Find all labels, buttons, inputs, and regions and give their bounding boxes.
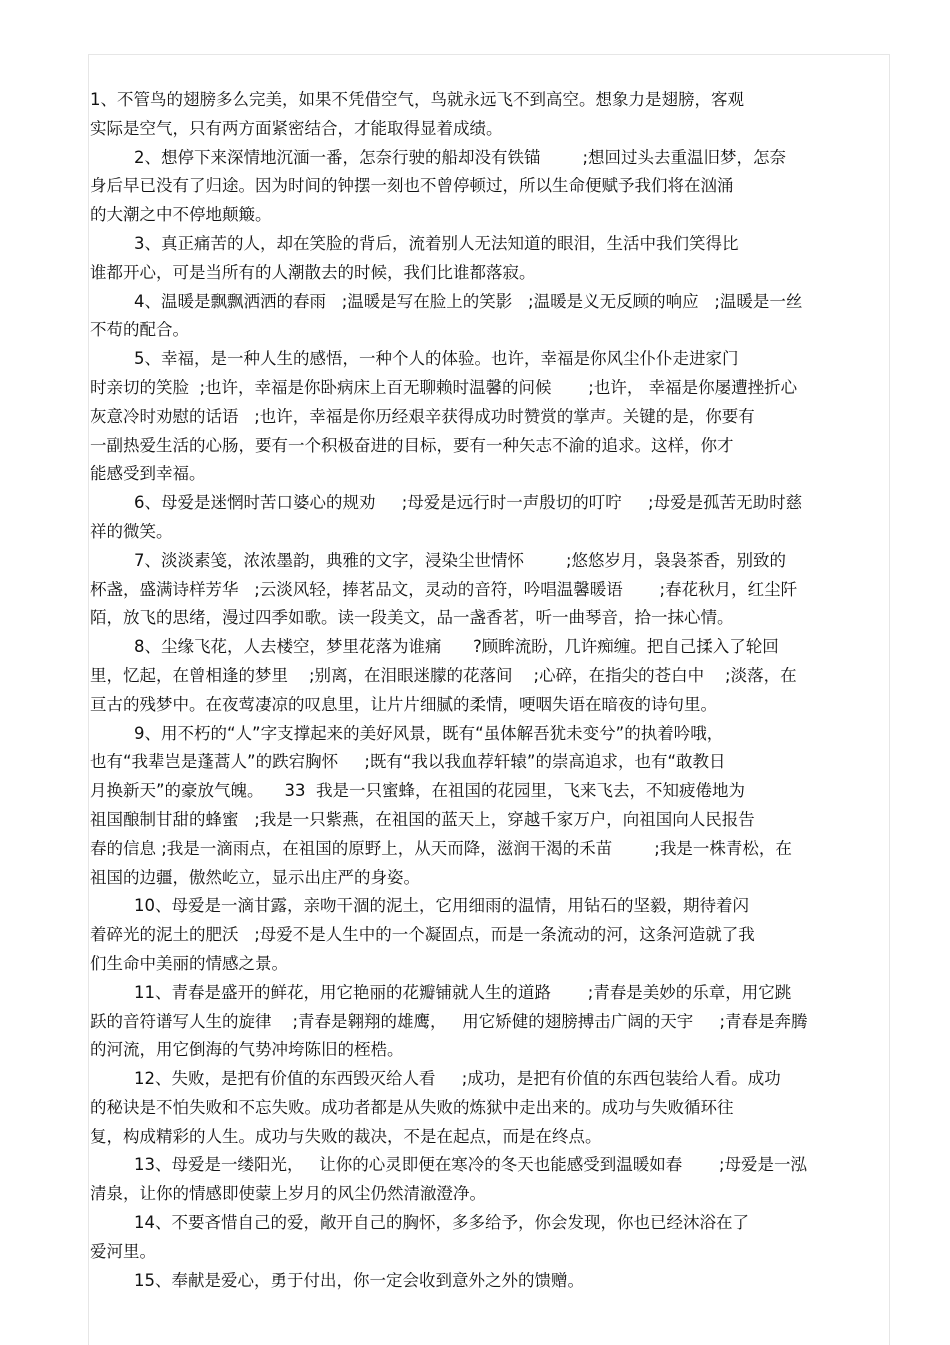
text-line: 10、母爱是一滴甘露，亲吻干涸的泥土，它用细雨的温情，用钻石的坚毅，期待着闪 <box>134 896 749 916</box>
text-line: 谁都开心，可是当所有的人潮散去的时候，我们比谁都落寂。 <box>90 262 536 282</box>
text-line: 亘古的残梦中。在夜莺凄凉的叹息里，让片片细腻的柔情，哽咽失语在暗夜的诗句里。 <box>90 694 717 714</box>
text-line: 杯盏，盛满诗样芳华 ;云淡风轻，捧茗品文，灵动的音符，吟唱温馨暖语 ;春花秋月，红尘阡 <box>90 579 798 599</box>
text-line: 爱河里。 <box>90 1241 156 1261</box>
document-body <box>90 86 885 1295</box>
text-line: 们生命中美丽的情感之景。 <box>90 953 288 973</box>
text-line: 时亲切的笑脸 ;也许，幸福是你卧病床上百无聊赖时温馨的问候 ;也许， 幸福是你屡遭挫折心 <box>90 377 798 397</box>
text-line: 11、青春是盛开的鲜花，用它艳丽的花瓣铺就人生的道路 ;青春是美妙的乐章，用它跳 <box>134 982 792 1002</box>
text-line: 8、尘缘飞花，人去楼空，梦里花落为谁痛 ?顾眸流盼，几许痴缠。把自己揉入了轮回 <box>134 637 779 657</box>
text-line: 清泉，让你的情感即使蒙上岁月的风尘仍然清澈澄净。 <box>90 1184 486 1204</box>
text-line: 着碎光的泥土的肥沃 ;母爱不是人生中的一个凝固点，而是一条流动的河，这条河造就了我 <box>90 925 755 945</box>
text-line: 3、真正痛苦的人，却在笑脸的背后，流着别人无法知道的眼泪，生活中我们笑得比 <box>134 233 739 253</box>
text-line: 的河流，用它倒海的气势冲垮陈旧的桎梏。 <box>90 1040 404 1060</box>
text-line: 祖国酿制甘甜的蜂蜜 ;我是一只紫燕，在祖国的蓝天上，穿越千家万户，向祖国向人民报告 <box>90 809 755 829</box>
text-line: 的秘诀是不怕失败和不忘失败。成功者都是从失败的炼狱中走出来的。成功与失败循环往 <box>90 1097 734 1117</box>
text-line: 1、不管鸟的翅膀多么完美，如果不凭借空气，鸟就永远飞不到高空。想象力是翅膀，客观 <box>90 90 744 109</box>
text-line: 7、淡淡素笺，浓浓墨韵，典雅的文字，浸染尘世情怀 ;悠悠岁月，袅袅茶香，别致的 <box>134 550 787 570</box>
text-line: 春的信息 ;我是一滴雨点，在祖国的原野上，从天而降，滋润干渴的禾苗 ;我是一株青松，在 <box>90 838 792 858</box>
text-line: 14、不要吝惜自己的爱，敞开自己的胸怀，多多给予，你会发现，你也已经沐浴在了 <box>134 1213 749 1233</box>
text-line: 复，构成精彩的人生。成功与失败的裁决，不是在起点，而是在终点。 <box>90 1126 602 1146</box>
text-line: 不苟的配合。 <box>90 320 189 340</box>
text-line: 月换新天”的豪放气魄。 33 我是一只蜜蜂，在祖国的花园里，飞来飞去，不知疲倦地为 <box>90 781 746 801</box>
text-line: 5、幸福，是一种人生的感悟，一种个人的体验。也许，幸福是你风尘仆仆走进家门 <box>134 349 739 369</box>
text-line: 陌，放飞的思绪，漫过四季如歌。读一段美文，品一盏香茗，听一曲琴音，拾一抹心情。 <box>90 608 734 628</box>
text-line: 4、温暖是飘飘洒洒的春雨 ;温暖是写在脸上的笑影 ;温暖是义无反顾的响应 ;温暖是一丝 <box>134 291 803 311</box>
text-line: 也有“我辈岂是蓬蒿人”的跌宕胸怀 ;既有“我以我血荐轩辕”的崇高追求，也有“敢教日 <box>90 752 726 772</box>
text-line: 12、失败，是把有价值的东西毁灭给人看 ;成功，是把有价值的东西包装给人看。成功 <box>134 1069 781 1089</box>
text-line: 15、奉献是爱心，勇于付出，你一定会收到意外之外的馈赠。 <box>134 1270 584 1290</box>
text-line: 的大潮之中不停地颠簸。 <box>90 205 272 225</box>
text-line: 祥的微笑。 <box>90 521 173 541</box>
text-line: 灰意冷时劝慰的话语 ;也许，幸福是你历经艰辛获得成功时赞赏的掌声。关键的是，你要有 <box>90 406 755 426</box>
text-line: 身后早已没有了归途。因为时间的钟摆一刻也不曾停顿过，所以生命便赋予我们将在汹涌 <box>90 176 734 196</box>
text-line: 实际是空气，只有两方面紧密结合，才能取得显着成绩。 <box>90 118 503 138</box>
text-line: 里，忆起，在曾相逢的梦里 ;别离，在泪眼迷朦的花落间 ;心碎，在指尖的苍白中 ;淡落，在 <box>90 665 797 685</box>
text-line: 能感受到幸福。 <box>90 464 206 484</box>
text-line: 祖国的边疆，傲然屹立，显示出庄严的身姿。 <box>90 867 420 887</box>
text-line: 6、母爱是迷惘时苦口婆心的规劝 ;母爱是远行时一声殷切的叮咛 ;母爱是孤苦无助时慈 <box>134 493 803 513</box>
text-line: 跃的音符谱写人生的旋律 ;青春是翱翔的雄鹰， 用它矫健的翅膀搏击广阔的天宇 ;青春是奔腾 <box>90 1011 808 1031</box>
text-line: 13、母爱是一缕阳光， 让你的心灵即便在寒冷的冬天也能感受到温暖如春 ;母爱是一泓 <box>134 1155 808 1175</box>
text-line: 2、想停下来深情地沉湎一番，怎奈行驶的船却没有铁锚 ;想回过头去重温旧梦，怎奈 <box>134 147 787 167</box>
text-line: 一副热爱生活的心肠，要有一个积极奋进的目标，要有一种矢志不渝的追求。这样，你才 <box>90 435 734 455</box>
text-line: 9、用不朽的“人”字支撑起来的美好风景，既有“虽体解吾犹未变兮”的执着吟哦， <box>134 723 724 743</box>
